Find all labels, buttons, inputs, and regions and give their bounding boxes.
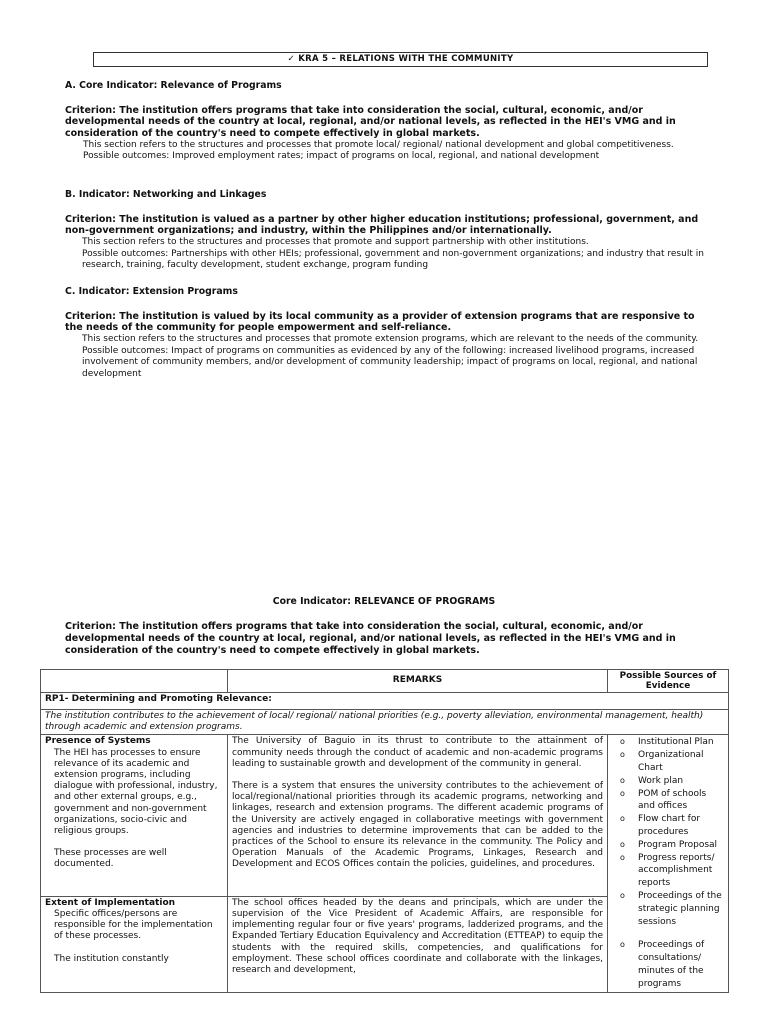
header-blank-cell <box>41 670 228 693</box>
relevance-table <box>40 669 729 993</box>
extent-of-implementation-cell <box>41 896 228 992</box>
presence-of-systems-title: Presence of Systems <box>45 736 151 747</box>
list-item: o Flow chart for procedures <box>620 814 701 837</box>
rp1-description: The institution contributes to the achievement of local/ regional/ national priorities (e.g., poverty alleviation, environmental management, health) through academic and extension programs. <box>41 710 729 735</box>
sources-cell <box>608 735 729 992</box>
section-c-outcomes: Possible outcomes: Impact of programs on communities as evidenced by any of the following: increased livelihood programs, increased involvement of community members, and/or development of community leadership; impact of programs on local, regional, and national development <box>82 345 698 379</box>
presence-of-systems-body: The HEI has processes to ensure relevance of its academic and extension programs, including dialogue with professional, industry, and other external groups, e.g., government and non-government organizations, socio-civic and religious groups. <box>54 747 218 837</box>
list-item-spacer <box>616 928 724 939</box>
list-item: o POM of schools and offices <box>620 788 707 812</box>
section-b-description: This section refers to the structures and processes that promote and support partnership with other institutions. <box>82 237 589 248</box>
table-header-row <box>41 670 729 693</box>
presence-remarks-cell <box>228 735 608 896</box>
sources-list <box>612 736 724 990</box>
section-c <box>65 286 705 380</box>
list-item: o Proceedings of the strategic planning sessions <box>620 890 722 927</box>
section-a-heading: A. Core Indicator: Relevance of Programs <box>65 80 282 91</box>
extent-title: Extent of Implementation <box>45 897 176 908</box>
presence-of-systems-body2: These processes are well documented. <box>54 848 167 870</box>
second-criterion: Criterion: The institution offers programs that take into consideration the social, cultural, economic, and/or developmental needs of the country at local, regional, and/or national levels, as reflected in the HEI's VMG and in consideration of the country's need to compete effectively in global markets. <box>65 621 676 656</box>
section-a-outcomes: Possible outcomes: Improved employment rates; impact of programs on local, regional, and national development <box>83 151 600 162</box>
header-remarks: REMARKS <box>228 670 608 693</box>
list-item: o Program Proposal <box>620 839 718 850</box>
extent-body: Specific offices/persons are responsible for the implementation of these processes. <box>54 908 213 942</box>
rp1-row <box>41 693 729 710</box>
section-b <box>65 189 705 272</box>
rp1-title: RP1- Determining and Promoting Relevance: <box>41 693 729 710</box>
section-a <box>65 80 705 163</box>
header-sources: Possible Sources of Evidence <box>608 670 729 693</box>
list-item: o Proceedings of consultations/ minutes of the programs <box>620 940 705 989</box>
section-a-criterion: Criterion: The institution offers programs that take into consideration the social, cultural, economic, and/or developmental needs of the country at local, regional, and/or national levels, as reflected in the HEI's VMG and in consideration of the country's need to compete effectively in global markets. <box>65 104 676 140</box>
extent-remarks-cell: The school offices headed by the deans and principals, which are under the supervision of the Vice President of Academic Affairs, are responsible for implementing regular four or five years' programs, ladderized programs, and the Expanded Tertiary Education Equivalency and Accreditation (ETTEAP) to equip the students with the required skills, competencies, and qualifications for employment. These school offices coordinate and collaborate with the linkages, research and development, <box>228 896 608 992</box>
list-item: o Work plan <box>620 775 684 786</box>
section-a-description: This section refers to the structures and processes that promote local/ regional/ national development and global competitiveness. <box>83 139 674 150</box>
section-b-outcomes: Possible outcomes: Partnerships with other HEIs; professional, government and non-government organizations; and industry that result in research, training, faculty development, student exchange, program funding <box>82 248 704 271</box>
presence-remarks-p2: There is a system that ensures the university contributes to the achievement of local/regional/national priorities through its academic programs, networking and linkages, research and extension programs. The different academic programs of the University are actively engaged in collaborative meetings with government agencies and industries to determine improvements that can be added to the practices of the School to ensure its relevance in the community. The Policy and Operation Manuals of the Academic Programs, Linkages, Research and Development and ECOS Offices contain the policies, guidelines, and procedures. <box>232 781 603 870</box>
section-b-heading: B. Indicator: Networking and Linkages <box>65 189 267 200</box>
section-b-criterion: Criterion: The institution is valued as a partner by other higher education institutions; professional, government, and non-government organizations; and industry, within the Philippines and/or internationally. <box>65 213 699 237</box>
second-criterion-block <box>65 621 705 656</box>
kra-title-box: ✓ KRA 5 – RELATIONS WITH THE COMMUNITY <box>93 52 708 67</box>
list-item: o Institutional Plan <box>620 737 714 748</box>
rp1-desc-row <box>41 710 729 735</box>
section-c-description: This section refers to the structures and processes that promote extension programs, which are relevant to the needs of the community. <box>82 334 699 345</box>
section-c-heading: C. Indicator: Extension Programs <box>65 286 238 297</box>
core-indicator-title: Core Indicator: RELEVANCE OF PROGRAMS <box>272 596 496 607</box>
extent-body2: The institution constantly <box>54 953 169 964</box>
table-row <box>41 735 729 896</box>
list-item: o Progress reports/ accomplishment reports <box>620 852 715 889</box>
section-c-criterion: Criterion: The institution is valued by its local community as a provider of extension programs that are responsive to the needs of the community for people empowerment and self-reliance. <box>65 310 695 334</box>
presence-remarks-p1: The University of Baguio in its thrust to contribute to the attainment of community needs through the conduct of academic and non-academic programs leading to sustainable growth and development of the community in general. <box>232 736 603 769</box>
list-item: o Organizational Chart <box>620 750 704 773</box>
presence-of-systems-cell <box>41 735 228 896</box>
